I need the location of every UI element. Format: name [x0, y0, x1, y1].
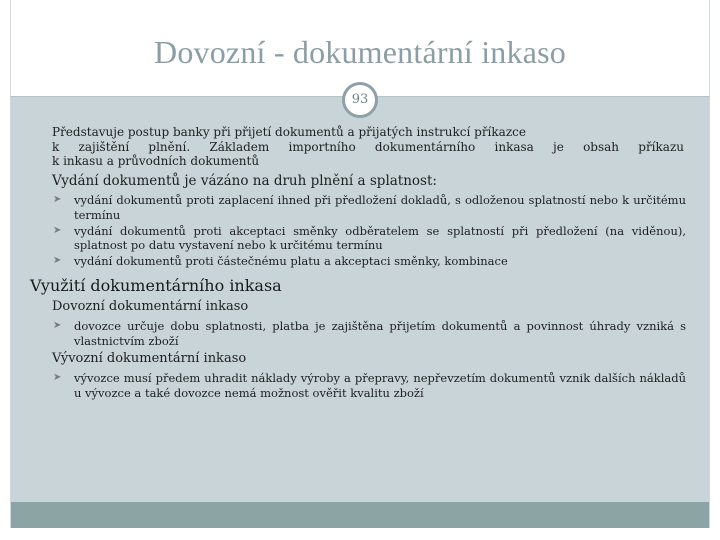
section1-bullet-list — [52, 193, 686, 270]
bullet-text: vydání dokumentů proti zaplacení ihned při předložení dokladů, s odloženou splatností nebo k určitému termínu — [74, 193, 686, 222]
arrow-bullet-icon: ➤ — [53, 320, 62, 331]
list-item — [52, 319, 686, 348]
list-item — [52, 193, 686, 222]
import-bullet-list — [52, 319, 686, 348]
export-subheading: Vývozní dokumentární inkaso — [52, 351, 247, 366]
arrow-bullet-icon: ➤ — [53, 372, 62, 383]
bullet-text: vydání dokumentů proti akceptaci směnky odběratelem se splatností při předložení (na viděnou), splatnost po datu vystavení nebo k určitému termínu — [74, 223, 686, 252]
list-item — [52, 371, 686, 400]
intro-line-1: Představuje postup banky při přijetí dokumentů a přijatých instrukcí příkazce — [52, 125, 526, 139]
intro-paragraph — [52, 125, 684, 169]
intro-line-2: k zajištění plnění. Základem importního dokumentárního inkasa je obsah příkazu — [52, 139, 684, 154]
intro-line-3: k inkasu a průvodních dokumentů — [52, 154, 260, 168]
slide-title: Dovozní - dokumentární inkaso — [154, 34, 566, 70]
bottom-bar — [11, 502, 709, 528]
export-bullet-list — [52, 371, 686, 400]
bullet-text: vývozce musí předem uhradit náklady výroby a přepravy, nepřevzetím dokumentů vznik dalších nákladů u vývozce a také dovozce nemá možnost ověřit kvalitu zboží — [74, 371, 686, 400]
list-item — [52, 254, 686, 269]
page-number-badge: 93 — [342, 82, 378, 118]
section2-heading: Využití dokumentárního inkasa — [30, 276, 282, 295]
list-item — [52, 224, 686, 253]
bullet-text: vydání dokumentů proti částečnému platu a akceptaci směnky, kombinace — [74, 254, 508, 268]
import-subheading: Dovozní dokumentární inkaso — [52, 299, 249, 314]
section1-heading: Vydání dokumentů je vázáno na druh plnění a splatnost: — [52, 173, 437, 189]
arrow-bullet-icon: ➤ — [53, 255, 62, 266]
arrow-bullet-icon: ➤ — [53, 224, 62, 236]
bullet-text: dovozce určuje dobu splatnosti, platba je zajištěna přijetím dokumentů a povinnost úhrady vzniká s vlastnictvím zboží — [74, 319, 686, 348]
arrow-bullet-icon: ➤ — [53, 194, 62, 205]
